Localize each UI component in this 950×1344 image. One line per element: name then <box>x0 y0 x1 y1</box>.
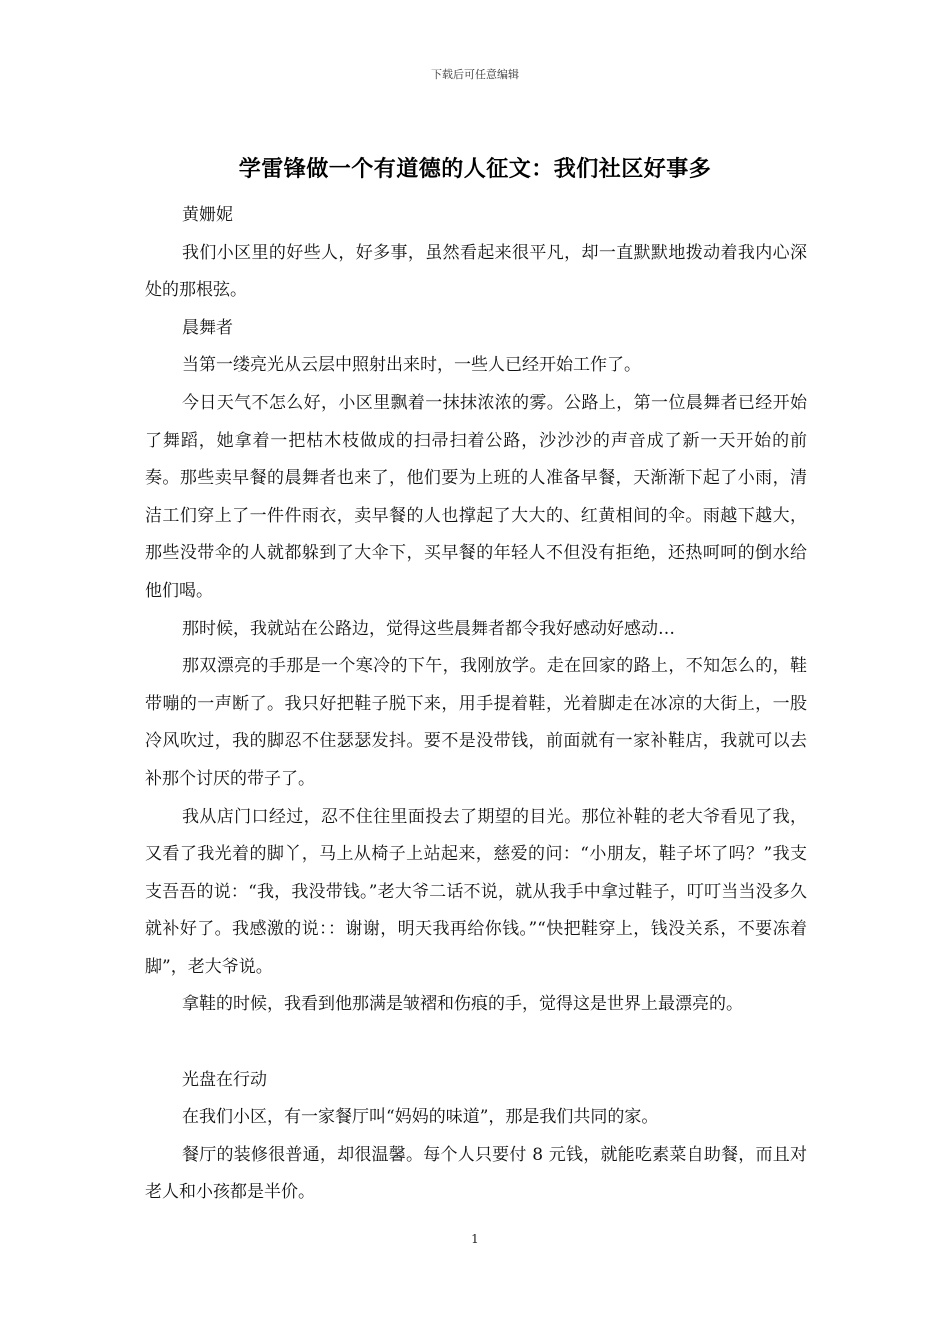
author-line: 黄姗妮 <box>182 205 233 225</box>
page-number: 1 <box>471 1232 479 1246</box>
paragraph: 今日天气不怎么好，小区里飘着一抹抹浓浓的雾。公路上，第一位晨舞者已经开始了舞蹈，她拿着一把枯木枝做成的扫帚扫着公路，沙沙沙的声音成了新一天开始的前奏。那些卖早餐的晨舞者也来了，他们要为上班的人准备早餐，天渐渐下起了小雨，清洁工们穿上了一件件雨衣，卖早餐的人也撑起了大大的、红黄相间的伞。雨越下越大，那些没带伞的人就都躲到了大伞下，买早餐的年轻人不但没有拒绝，还热呵呵的倒水给他们喝。 <box>145 392 807 601</box>
paragraph: 餐厅的装修很普通，却很温馨。每个人只要付 8 元钱，就能吃素菜自助餐，而且对老人和小孩都是半价。 <box>145 1144 807 1203</box>
document-body <box>145 197 807 1212</box>
paragraph: 我从店门口经过，忍不住往里面投去了期望的目光。那位补鞋的老大爷看见了我，又看了我光着的脚丫，马上从椅子上站起来，慈爱的问：“小朋友，鞋子坏了吗？”我支支吾吾的说：“我，我没带钱。”老大爷二话不说，就从我手中拿过鞋子，叮叮当当没多久就补好了。我感激的说：：谢谢，明天我再给你钱。”“快把鞋穿上，钱没关系，不要冻着脚”，老大爷说。 <box>145 806 807 977</box>
paragraph: 拿鞋的时候，我看到他那满是皱褶和伤痕的手，觉得这是世界上最漂亮的。 <box>182 994 743 1015</box>
section-heading: 晨舞者 <box>182 317 233 338</box>
paragraph: 那时候，我就站在公路边，觉得这些晨舞者都令我好感动好感动… <box>182 618 675 639</box>
paragraph: 那双漂亮的手那是一个寒冷的下午，我刚放学。走在回家的路上，不知怎么的，鞋带嘣的一声断了。我只好把鞋子脱下来，用手提着鞋，光着脚走在冰凉的大街上，一股冷风吹过，我的脚忍不住瑟瑟发抖。要不是没带钱，前面就有一家补鞋店，我就可以去补那个讨厌的带子了。 <box>145 656 807 789</box>
section-heading: 光盘在行动 <box>182 1069 267 1090</box>
blank-line <box>145 1024 807 1062</box>
header-note: 下载后可任意编辑 <box>431 68 519 81</box>
paragraph: 在我们小区，有一家餐厅叫“妈妈的味道”，那是我们共同的家。 <box>182 1107 659 1128</box>
page-title: 学雷锋做一个有道德的人征文：我们社区好事多 <box>238 156 712 182</box>
paragraph: 当第一缕亮光从云层中照射出来时，一些人已经开始工作了。 <box>182 355 641 376</box>
paragraph: 我们小区里的好些人，好多事，虽然看起来很平凡，却一直默默地拨动着我内心深处的那根弦。 <box>145 242 807 301</box>
